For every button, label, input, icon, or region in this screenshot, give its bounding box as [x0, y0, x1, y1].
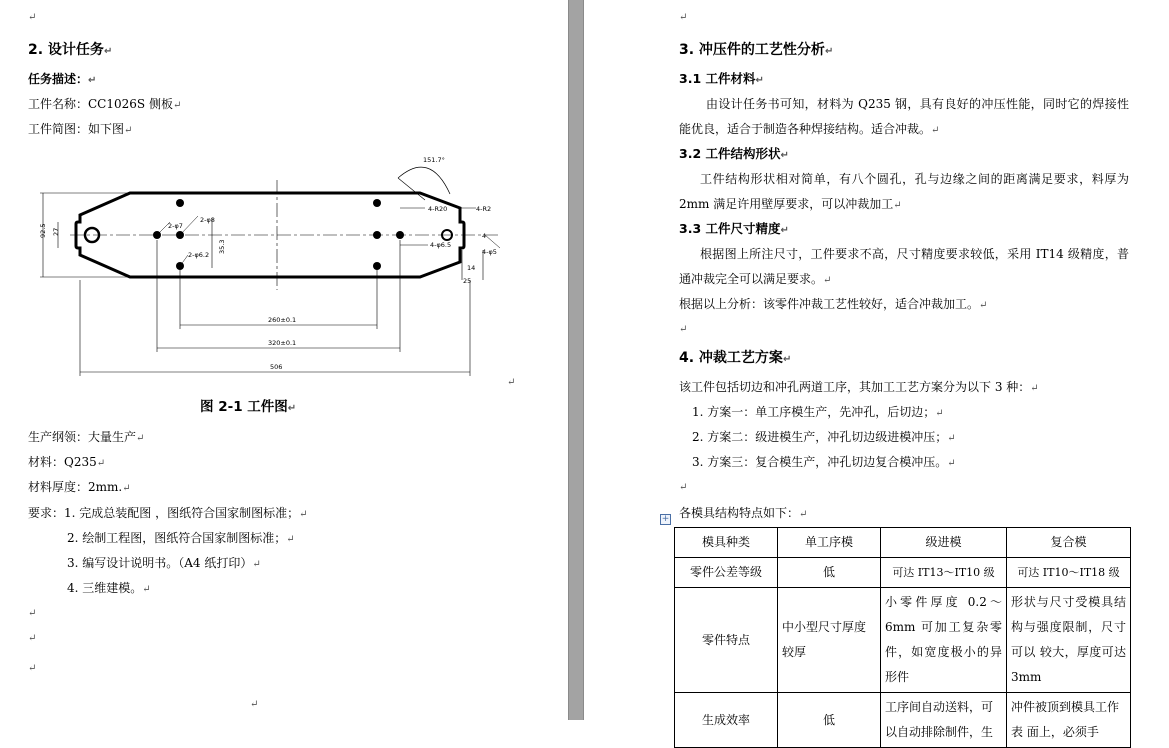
table-cell: 冲件被顶到模具工作表 面上，必须手 — [1007, 693, 1131, 748]
dim-phi5: 4-φ5 — [482, 248, 497, 256]
table-cell: 中小型尺寸厚度较厚 — [778, 588, 881, 693]
dim-506: 506 — [270, 363, 283, 371]
scheme-2: 2. 方案二：级进模生产，冲孔切边级进模冲压；↵ — [692, 430, 956, 444]
hole — [373, 262, 381, 270]
dim-320: 320±0.1 — [268, 339, 297, 347]
dim-angle: 151.7° — [423, 156, 445, 164]
table-cell: 工序间自动送料，可以自动排除制件，生 — [881, 693, 1007, 748]
production-line: 生产纲领：大量生产↵ — [28, 430, 145, 444]
thickness-line: 材料厚度：2mm.↵ — [28, 480, 131, 494]
material-paragraph: 由设计任务书可知，材料为 Q235 钢，具有良好的冲压性能，同时它的焊接性能优良，适合于制造各种焊接结构。适合冲裁。↵ — [679, 97, 1129, 136]
dim-phi8: 2-φ8 — [200, 216, 215, 224]
precision-paragraph: 根据图上所注尺寸，工件要求不高，尺寸精度要求较低，采用 IT14 级精度，普通冲裁完全可以满足要求。↵ — [679, 247, 1129, 286]
table-row — [675, 588, 1131, 693]
dim-height: 92.5 — [39, 223, 47, 238]
paragraph-mark: ↵ — [28, 12, 37, 23]
dim-phi65: 4-φ6.5 — [430, 241, 452, 249]
dim-14: 14 — [467, 264, 476, 272]
table-cell: 形状与尺寸受模具结构与强度限制，尺寸可以 较大，厚度可达 3mm — [1007, 588, 1131, 693]
subsection-material: 3.1 工件材料↵ — [679, 71, 764, 86]
section-title-design-task: 2. 设计任务↵ — [28, 42, 113, 58]
table-row — [675, 693, 1131, 748]
requirement-1: 要求：1. 完成总装配图 ，图纸符合国家制图标准；↵ — [28, 506, 308, 520]
hole — [176, 262, 184, 270]
section-title-process-analysis: 3. 冲压件的工艺性分析↵ — [679, 42, 834, 58]
scheme-intro: 该工件包括切边和冲孔两道工序，其加工工艺方案分为以下 3 种：↵ — [679, 380, 1039, 394]
subsection-shape: 3.2 工件结构形状↵ — [679, 146, 789, 161]
table-header-row — [675, 528, 1131, 558]
hole — [373, 231, 381, 239]
dim-phi7: 2-φ7 — [168, 222, 183, 230]
part-name-line: 工件名称：CC1026S 侧板↵ — [28, 97, 182, 111]
hole — [153, 231, 161, 239]
material-line: 材料：Q235↵ — [28, 455, 106, 469]
table-cell: 小零件厚度 0.2～6mm 可加工复杂零件，如宽度极小的异形件 — [881, 588, 1007, 693]
table-header-cell: 级进模 — [881, 528, 1007, 558]
paragraph-mark: ↵ — [507, 377, 516, 388]
table-intro: 各模具结构特点如下：↵ — [679, 506, 808, 520]
table-cell: 零件公差等级 — [675, 558, 778, 588]
paragraph-mark: ↵ — [250, 699, 259, 710]
document-page-left — [0, 0, 568, 720]
shape-paragraph: 工件结构形状相对简单，有八个圆孔，孔与边缘之间的距离满足要求，料厚为 2mm 满足许用壁厚要求，可以冲裁加工↵ — [679, 172, 1129, 211]
part-drawing — [30, 150, 520, 380]
dim-phi62: 2-φ6.2 — [188, 251, 210, 259]
table-cell: 零件特点 — [675, 588, 778, 693]
requirement-2: 2. 绘制工程图，图纸符合国家制图标准；↵ — [67, 531, 295, 545]
hole — [176, 231, 184, 239]
scheme-1: 1. 方案一：单工序模生产，先冲孔，后切边；↵ — [692, 405, 944, 419]
dim-35: 35.3 — [218, 239, 226, 254]
mold-comparison-table — [674, 527, 1131, 748]
table-move-handle-icon[interactable]: + — [661, 514, 670, 524]
dim-r20: 4-R20 — [428, 205, 448, 213]
table-cell: 可达 IT13～IT10 级 — [881, 558, 1007, 588]
dim-r2: 4-R2 — [476, 205, 492, 213]
table-header-cell: 单工序模 — [778, 528, 881, 558]
table-cell: 可达 IT10～IT18 级 — [1007, 558, 1131, 588]
figure-caption: 图 2-1 工件图↵ — [200, 399, 297, 415]
requirement-4: 4. 三维建模。↵ — [67, 581, 151, 595]
table-row — [675, 558, 1131, 588]
table-header-cell: 复合模 — [1007, 528, 1131, 558]
paragraph-mark: ↵ — [679, 324, 688, 335]
paragraph-mark: ↵ — [679, 12, 688, 23]
subsection-precision: 3.3 工件尺寸精度↵ — [679, 221, 789, 236]
paragraph-mark: ↵ — [28, 608, 37, 619]
section-title-blanking-scheme: 4. 冲裁工艺方案↵ — [679, 350, 792, 366]
hole — [396, 231, 404, 239]
paragraph-mark: ↵ — [679, 482, 688, 493]
table-header-cell: 模具种类 — [675, 528, 778, 558]
table-cell: 低 — [778, 693, 881, 748]
table-cell: 生成效率 — [675, 693, 778, 748]
table-cell: 低 — [778, 558, 881, 588]
dim-25: 25 — [463, 277, 472, 285]
paragraph-mark: ↵ — [28, 633, 37, 644]
task-description-label: 任务描述：↵ — [28, 72, 97, 86]
requirement-3: 3. 编写设计说明书。（A4 纸打印）↵ — [67, 556, 261, 570]
hole — [176, 199, 184, 207]
part-sketch-line: 工件简图：如下图↵ — [28, 122, 133, 136]
dim-27: 27 — [52, 227, 60, 236]
hole — [373, 199, 381, 207]
paragraph-mark: ↵ — [28, 663, 37, 674]
dim-260: 260±0.1 — [268, 316, 297, 324]
dim-4: 4 — [482, 232, 487, 240]
scheme-3: 3. 方案三：复合模生产，冲孔切边复合模冲压。↵ — [692, 455, 956, 469]
summary-line: 根据以上分析：该零件冲裁工艺性较好，适合冲裁加工。↵ — [679, 297, 988, 311]
